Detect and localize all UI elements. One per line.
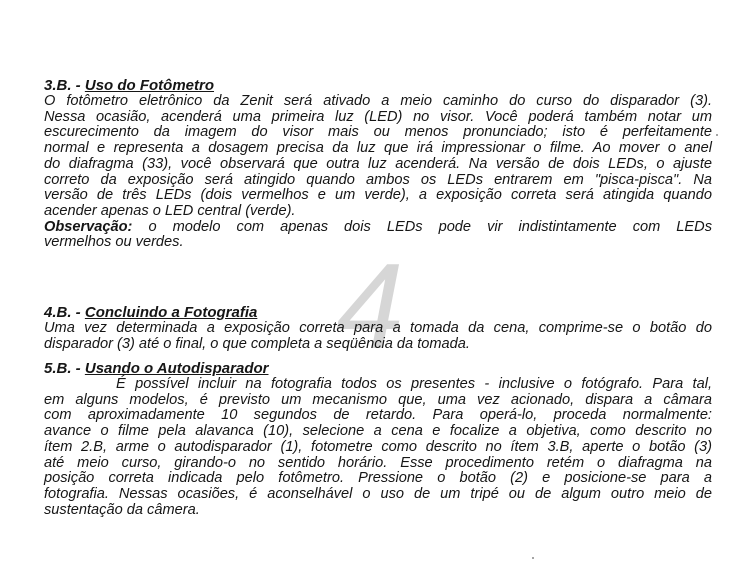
paragraph-line: correto da exposição será atingido quando ambos os LEDs entrarem em "pisca-pisca". Na <box>44 171 712 188</box>
paragraph-line: disparador (3) até o final, o que completa a seqüência da tomada. <box>44 335 470 352</box>
paragraph-line: acender apenas o LED central (verde). <box>44 202 296 219</box>
section-5b <box>44 360 712 518</box>
paragraph-line: normal e representa a dosagem precisa da luz que irá impressionar o filme. Ao mover o anel <box>44 140 712 157</box>
section-title: Uso do Fotômetro <box>84 77 215 94</box>
paragraph-line: sustentação da câmera. <box>44 501 200 518</box>
note-label: Observação: <box>44 218 133 235</box>
note-line: vermelhos ou verdes. <box>44 234 184 251</box>
section-heading <box>44 360 712 377</box>
paragraph-line: ítem 2.B, arme o autodisparador (1), fotometre como descrito no ítem 3.B, aperte o botão (3) <box>44 438 712 455</box>
section-title: Concluindo a Fotografia <box>84 304 258 321</box>
section-number: 5.B. - <box>44 360 81 377</box>
note-text: o modelo com apenas dois LEDs pode vir indistintamente com LEDs <box>148 218 712 235</box>
section-number: 3.B. - <box>44 77 81 94</box>
scan-speck <box>716 134 718 136</box>
section-4b <box>44 304 712 352</box>
paragraph-line: até meio curso, girando-o no sentido horário. Esse procedimento retém o diafragma na <box>44 454 712 471</box>
section-number: 4.B. - <box>44 304 81 321</box>
paragraph-line: avance o filme pela alavanca (10), selecione a cena e focalize a objetiva, como descrito no <box>44 423 712 440</box>
paragraph-line: Uma vez determinada a exposição correta para a tomada da cena, comprime-se o botão do <box>44 320 712 336</box>
section-title: Usando o Autodisparador <box>84 360 269 377</box>
paragraph-line: Nessa ocasião, acenderá uma primeira luz (LED) no visor. Você poderá também notar um <box>44 108 712 125</box>
paragraph-line: O fotômetro eletrônico da Zenit será ativado a meio caminho do curso do disparador (3). <box>44 93 712 109</box>
section-heading <box>44 77 712 94</box>
note-line <box>44 220 712 236</box>
section-heading <box>44 304 712 321</box>
paragraph-line: do diafragma (33), você observará que outra luz acenderá. Na versão de dois LEDs, o ajuste <box>44 155 712 172</box>
paragraph-line: posição correta indicada pelo fotômetro. Pressione o botão (2) e posicione-se para a <box>44 470 712 487</box>
paragraph-line: versão de três LEDs (dois vermelhos e um verde), a exposição correta será atingida quando <box>44 187 712 204</box>
page-number-watermark: 4 <box>336 238 404 374</box>
scan-speck <box>532 557 534 559</box>
paragraph-line: com aproximadamente 10 segundos de retardo. Para operá-lo, proceda normalmente: <box>44 407 712 424</box>
section-3b <box>44 77 712 251</box>
paragraph-line: fotografia. Nessas ocasiões, é aconselhável o uso de um tripé ou de algum outro meio de <box>44 485 712 502</box>
paragraph-line: escurecimento da imagem do visor mais ou menos pronunciado; isto é perfeitamente <box>44 124 712 141</box>
paragraph-line: em alguns modelos, é previsto um mecanismo que, uma vez acionado, dispara a câmara <box>44 391 712 408</box>
paragraph-line: É possível incluir na fotografia todos os presentes - inclusive o fotógrafo. Para tal, <box>116 376 712 392</box>
